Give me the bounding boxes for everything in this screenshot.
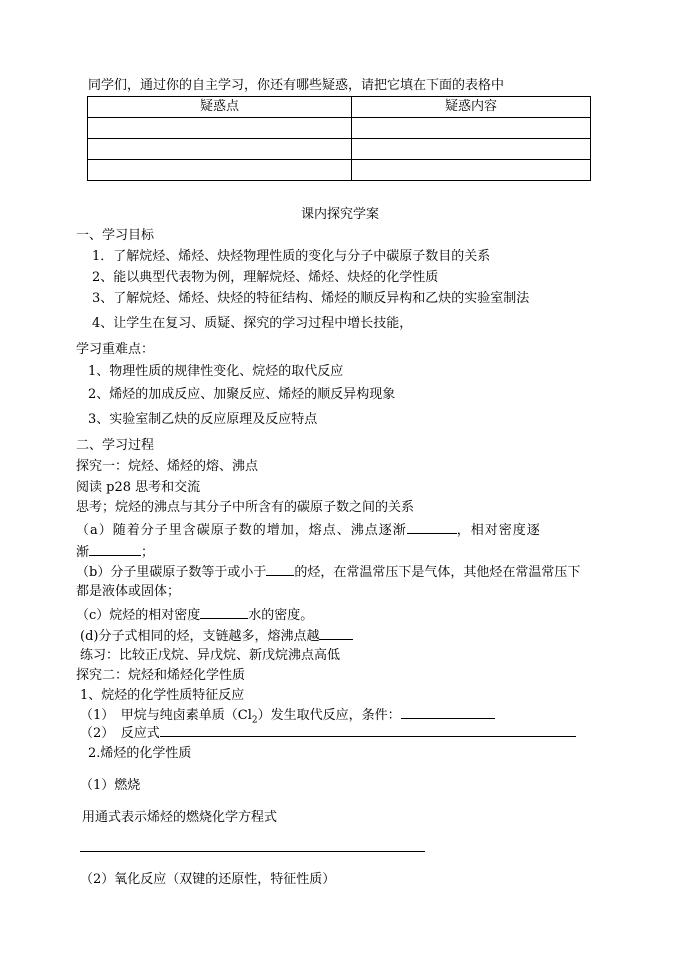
focus-item: 2、烯烃的加成反应、加聚反应、烯烃的顺反异构现象 — [88, 387, 396, 402]
goal-item: 3、了解烷烃、烯烃、炔烃的特征结构、烯烃的顺反异构和乙炔的实验室制法 — [92, 291, 530, 306]
table-header-row — [88, 97, 591, 118]
alkene-heading: 2.烯烃的化学性质 — [88, 746, 192, 761]
focus-item: 3、实验室制乙炔的反应原理及反应特点 — [88, 412, 318, 427]
alkane-item-1-cont: ）发生取代反应，条件： — [257, 708, 401, 723]
answer-blank[interactable] — [407, 521, 457, 534]
answer-line[interactable] — [80, 851, 425, 852]
question-b-text: （b）分子里碳原子数等于或小于 — [76, 565, 267, 580]
focus-item: 1、物理性质的规律性变化、烷烃的取代反应 — [88, 364, 344, 379]
table-row — [88, 139, 591, 160]
table-row — [88, 160, 591, 181]
goal-item: 2、能以典型代表物为例，理解烷烃、烯烃、炔烃的化学性质 — [92, 270, 439, 285]
condition-blank[interactable] — [401, 706, 495, 719]
goals-heading: 一、学习目标 — [76, 228, 155, 243]
table-cell[interactable] — [352, 160, 591, 181]
focus-heading: 学习重难点： — [76, 342, 155, 357]
question-c — [76, 606, 313, 624]
reading-instruction: 阅读 p28 思考和交流 — [76, 480, 201, 495]
question-b-line1 — [76, 563, 580, 581]
section-title: 课内探究学案 — [301, 207, 380, 222]
question-b-line2: 都是液体或固体； — [76, 584, 181, 599]
question-c-text-cont: 水的密度。 — [248, 608, 314, 623]
question-d — [80, 627, 353, 645]
alkane-item-2-text: （2） 反应式 — [80, 726, 160, 741]
alkane-item-1-text: （1） 甲烷与纯卤素单质（Cl — [80, 708, 252, 723]
question-a-text: （a）随着分子里含碳原子数的增加，熔点、沸点逐渐 — [76, 523, 407, 538]
formula-prompt: 用通式表示烯烃的燃烧化学方程式 — [82, 810, 278, 825]
alkane-item-2 — [80, 724, 576, 742]
table-cell[interactable] — [352, 118, 591, 139]
intro-text: 同学们，通过你的自主学习，你还有哪些疑惑，请把它填在下面的表格中 — [88, 78, 505, 93]
question-a-end: ； — [141, 545, 155, 560]
explore-one-title: 探究一：烷烃、烯烃的熔、沸点 — [76, 459, 259, 474]
burn-heading: （1）燃烧 — [80, 778, 141, 793]
explore-two-title: 探究二：烷烃和烯烃化学性质 — [76, 668, 246, 683]
answer-blank[interactable] — [89, 543, 141, 556]
table-cell[interactable] — [88, 139, 352, 160]
table-cell[interactable] — [88, 160, 352, 181]
goal-item: 1．了解烷烃、烯烃、炔烃物理性质的变化与分子中碳原子数目的关系 — [92, 249, 491, 264]
question-a-text-wrap: 渐 — [76, 545, 90, 560]
table-cell[interactable] — [88, 118, 352, 139]
question-b-text-cont: 的烃，在常温常压下是气体，其他烃在常温常压下 — [294, 565, 581, 580]
question-c-text: （c）烷烃的相对密度 — [76, 608, 201, 623]
alkane-heading: 1、烷烃的化学性质特征反应 — [80, 688, 245, 703]
question-a-text-cont: ，相对密度逐 — [456, 523, 541, 538]
process-heading: 二、学习过程 — [76, 438, 155, 453]
doubt-table — [87, 96, 591, 181]
table-row — [88, 118, 591, 139]
practice-line: 练习：比较正戊烷、异戊烷、新戊烷沸点高低 — [80, 648, 341, 663]
table-header-doubt-content: 疑惑内容 — [352, 97, 591, 118]
equation-blank[interactable] — [160, 724, 576, 737]
answer-blank[interactable] — [200, 606, 248, 619]
thinking-prompt: 思考；烷烃的沸点与其分子中所含有的碳原子数之间的关系 — [76, 500, 415, 515]
goal-item: 4、让学生在复习、质疑、探究的学习过程中增长技能， — [92, 316, 413, 331]
answer-blank[interactable] — [266, 563, 294, 576]
answer-blank[interactable] — [319, 627, 353, 640]
question-a-line2 — [76, 543, 154, 561]
chlorine-subscript: 2 — [251, 715, 258, 726]
question-a-line1 — [76, 521, 541, 539]
oxidation-heading: （2）氧化反应（双键的还原性，特征性质） — [80, 872, 336, 887]
question-d-text: (d)分子式相同的烃，支链越多，熔沸点越 — [80, 629, 320, 644]
table-header-doubt-point: 疑惑点 — [88, 97, 352, 118]
table-cell[interactable] — [352, 139, 591, 160]
